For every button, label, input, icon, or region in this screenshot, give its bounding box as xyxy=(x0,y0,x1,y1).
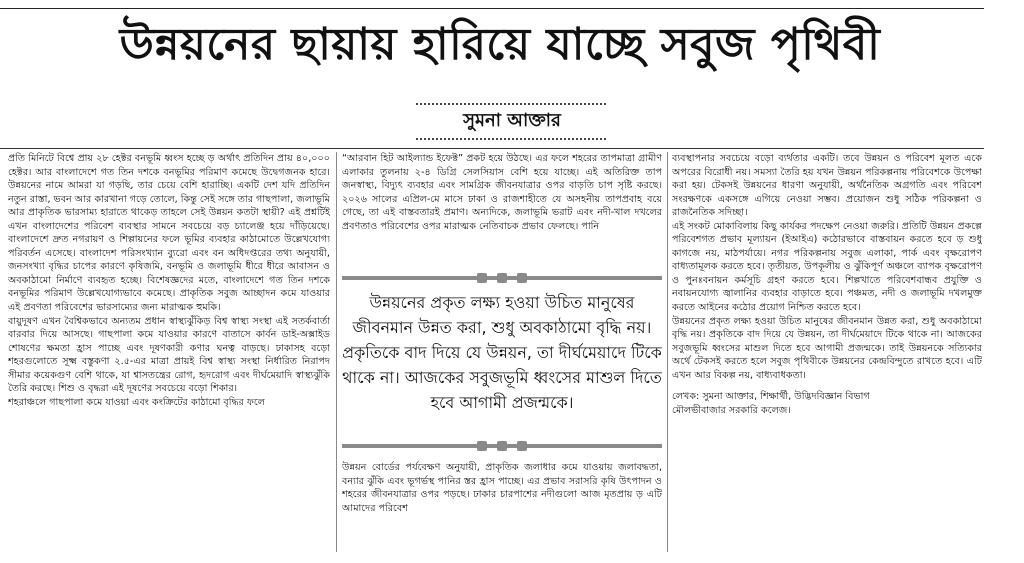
paragraph: “আরবান হিট আইল্যান্ড ইফেক্ট” প্রকট হয়ে উঠছে। এর ফলে শহরের তাপমাত্রা গ্রামীণ এলাকার তুলনায় ২-৪ ডিগ্রি সেলসিয়াস বেশি হয়ে যাচ্ছে। এই অতিরিক্ত তাপ জনস্বাস্থ্য, বিদ্যুৎ ব্যবহার এবং সামগ্রিক জীবনযাত্রার ওপর বাড়তি চাপ সৃষ্টি করছে। ২০২৬ সালের এপ্রিল-মে মাসে ঢাকা ও রাজশাহীতে যে অসহনীয় তাপপ্রবাহ বয়ে গেছে, তা এই বাস্তবতারই প্রমাণ। অন্যদিকে, জলাভূমি ভরাট এবং নদী-খাল দখলের প্রবণতাও পরিবেশের ওপর মারাত্মক নেতিবাচক প্রভাব ফেলছে। পানি xyxy=(342,153,662,232)
paragraph: উন্নয়নের প্রকৃত লক্ষ্য হওয়া উচিত মানুষের জীবনমান উন্নত করা, শুধু অবকাঠামো বৃদ্ধি নয়। প্রকৃতিকে বাদ দিয়ে যে উন্নয়ন, তা দীর্ঘমেয়াদে টিকে থাকে না। আজকের সবুজভূমি ধ্বংসের মাশুল দিতে হবে আগামী প্রজন্মকে। তাই উন্নয়নকে সত্যিকার অর্থে টেকসই করতে হলে সবুজ পৃথিবীকে উন্নয়নের কেন্দ্রবিন্দুতে রাখতে হবে। এটি এখন আর বিকল্প নয়, বাধ্যবাধকতা। xyxy=(672,315,982,381)
column-top-rule xyxy=(0,148,984,149)
pull-quote-rule-top xyxy=(342,276,662,280)
byline: সুমনা আক্তার xyxy=(463,110,561,131)
bead-icon xyxy=(517,273,527,283)
paragraph: বায়ুদূষণ এখন বৈশ্বিকভাবে অন্যতম প্রধান স্বাস্থ্যঝুঁকিড় বিশ্ব স্বাস্থ্য সংস্থা এই সতর্কবার্তা বারবার দিয়ে আসছে। গাছপালা কমে যাওয়ার কারণে বাতাসে কার্বন ডাই-অক্সাইড শোষণের ক্ষমতা হ্রাস পাচ্ছে এবং দূষণকারী কণার ঘনত্ব বাড়ছে। ঢাকাসহ বড়ো শহরগুলোতে সূক্ষ্ম বস্তুকণা ২.৫-এর মাত্রা প্রায়ই বিশ্ব স্বাস্থ্য সংস্থা নির্ধারিত নিরাপদ সীমার কয়েকগুণ বেশি থাকে, যা শ্বাসতন্ত্রের রোগ, হৃদরোগ এবং দীর্ঘমেয়াদি স্বাস্থ্যঝুঁকি তৈরি করছে। শিশু ও বৃদ্ধরা এই দূষণের সবচেয়ে বড়ো শিকার। xyxy=(8,315,330,395)
pull-quote xyxy=(342,276,662,450)
top-rule xyxy=(0,8,984,9)
column-2-bottom xyxy=(342,461,662,551)
pull-quote-text: উন্নয়নের প্রকৃত লক্ষ্য হওয়া উচিত মানুষের জীবনমান উন্নত করা, শুধু অবকাঠামো বৃদ্ধি নয়। প্রকৃতিকে বাদ দিয়ে যে উন্নয়ন, তা দীর্ঘমেয়াদে টিকে থাকে না। আজকের সবুজভূমি ধ্বংসের মাশুল দিতে হবে আগামী প্রজন্মকে। xyxy=(342,293,662,412)
column-1 xyxy=(8,152,330,556)
paragraph: শহরাঞ্চলে গাছপালা কমে যাওয়া এবং কংক্রিটের কাঠামো বৃদ্ধির ফলে xyxy=(8,396,265,408)
byline-divider-bottom xyxy=(416,138,606,140)
bead-icon xyxy=(477,273,487,283)
paragraph: উন্নয়ন বোর্ডের পর্যবেক্ষণ অনুযায়ী, প্রাকৃতিক জলাধার কমে যাওয়ায় জলাবদ্ধতা, বন্যার ঝুঁকি এবং ভূগর্ভস্থ পানির স্তর হ্রাস পাচ্ছে। এর প্রভাব সরাসরি কৃষি উৎপাদন ও শহরের জীবনযাত্রার ওপর পড়ছে। ঢাকার চারপাশের নদীগুলো আজ মৃতপ্রায় ড় এটি আমাদের পরিবেশ xyxy=(342,462,662,514)
bead-icon xyxy=(497,441,507,451)
bead-icon xyxy=(497,273,507,283)
paragraph: ব্যবস্থাপনার সবচেয়ে বড়ো ব্যর্থতার একটি। তবে উন্নয়ন ও পরিবেশ মূলত একে অপরের বিরোধী নয়। সমস্যা তৈরি হয় যখন উন্নয়ন পরিকল্পনায় পরিবেশকে উপেক্ষা করা হয়। টেকসই উন্নয়নের ধারণা অনুযায়ী, অর্থনৈতিক অগ্রগতি এবং পরিবেশ সংরক্ষণকে একসঙ্গে এগিয়ে নেওয়া সম্ভব। প্রয়োজন শুধু সঠিক পরিকল্পনা ও রাজনৈতিক সদিচ্ছা। xyxy=(672,153,982,219)
bead-icon xyxy=(477,441,487,451)
column-3 xyxy=(672,152,982,556)
column-divider xyxy=(667,152,668,552)
author-note-line-1: লেখক: সুমনা আক্তার, শিক্ষার্থী, উদ্ভিদবিজ্ঞান বিভাগ xyxy=(672,391,870,403)
author-note xyxy=(672,390,982,417)
paragraph: এই সংকট মোকাবিলায় কিছু কার্যকর পদক্ষেপ নেওয়া জরুরি। প্রতিটি উন্নয়ন প্রকল্পে পরিবেশগত প্রভাব মূল্যায়ন (ইআইএ) কঠোরভাবে বাস্তবায়ন করতে হবে ড় শুধু কাগজে নয়, মাঠপর্যায়ে। নগর পরিকল্পনায় সবুজ এলাকা, পার্ক এবং বৃক্ষরোপণ বাধ্যতামূলক করতে হবে। তৃতীয়ত, উপকূলীয় ও ঝুঁকিপূর্ণ অঞ্চলে ব্যাপক বৃক্ষরোপণ ও পুনঃবনায়ন কর্মসূচি গ্রহণ করতে হবে। শিল্পখাতে পরিবেশবান্ধব প্রযুক্তি ও নবায়নযোগ্য জ্বালানির ব্যবহার বাড়াতে হবে। পঞ্চমত, নদী ও জলাভূমি দখলমুক্ত করতে আইনের কঠোর প্রয়োগ নিশ্চিত করতে হবে। xyxy=(672,220,982,314)
column-2-top xyxy=(342,152,662,252)
headline: উন্নয়নের ছায়ায় হারিয়ে যাচ্ছে সবুজ পৃথিবী xyxy=(119,19,881,70)
byline-divider-top xyxy=(416,103,606,105)
bead-icon xyxy=(517,441,527,451)
paragraph: প্রতি মিনিটে বিশ্বে প্রায় ২৮ হেক্টর বনভূমি ধ্বংস হচ্ছে ড় অর্থাৎ প্রতিদিন প্রায় ৪০,০০০ হেক্টর। আর বাংলাদেশে গত তিন দশকে বনভূমির পরিমাণ কমেছে উদ্বেগজনক হারে। উন্নয়নের নামে আমরা যা গড়ছি, তার চেয়ে বেশি হারাচ্ছি। একটি দেশ যদি প্রতিদিন নতুন রাস্তা, ভবন আর কারখানা গড়ে তোলে, কিন্তু সেই সঙ্গে তার গাছপালা, জলাভূমি আর প্রাকৃতিক ভারসাম্য হারাতে থাকেড় তাহলে সেই উন্নয়ন কতটা স্থায়ী? এই প্রশ্নটিই এখন বাংলাদেশের পরিবেশ ব্যবস্থার সামনে সবচেয়ে বড় চ্যালেঞ্জ হয়ে দাঁড়িয়েছে। বাংলাদেশে দ্রুত নগরায়ণ ও শিল্পায়নের ফলে ভূমির ব্যবহার কাঠামোতে উল্লেখযোগ্য পরিবর্তন এসেছে। বাংলাদেশ পরিসংখ্যান ব্যুরো এবং বন অধিদপ্তরের তথ্য অনুযায়ী, জনসংখ্যা বৃদ্ধির চাপের কারণে কৃষিজমি, বনভূমি ও জলাভূমি ধীরে ধীরে আবাসন ও অবকাঠামো নির্মাণে ব্যবহৃত হচ্ছে। বিশেষজ্ঞদের মতে, বাংলাদেশে গত তিন দশকে বনভূমির পরিমাণ উল্লেখযোগ্যভাবে কমেছে। প্রাকৃতিক সবুজ আচ্ছাদন কমে যাওয়ার এই প্রবণতা পরিবেশের ভারসাম্যের জন্য মারাত্মক হুমকি। xyxy=(8,153,330,314)
pull-quote-rule-bottom xyxy=(342,444,662,448)
author-note-line-2: মৌলভীবাজার সরকারি কলেজ। xyxy=(672,404,791,416)
column-divider xyxy=(336,152,337,552)
